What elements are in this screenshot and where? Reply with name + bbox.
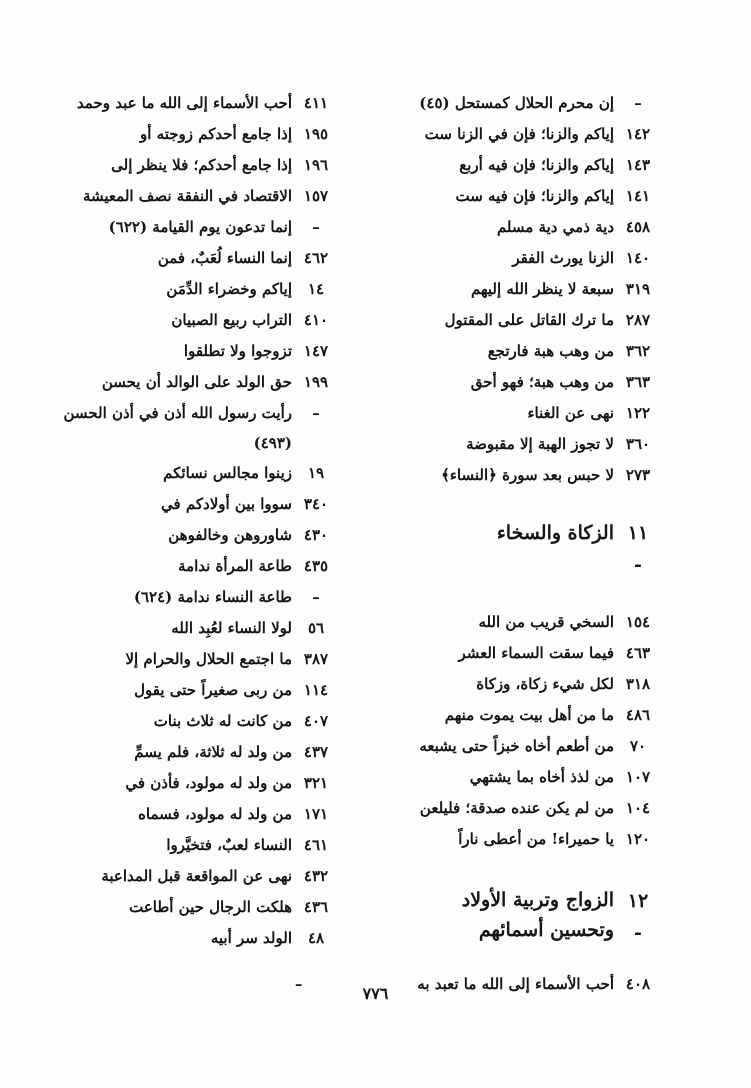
entry-number: ١٩٦ bbox=[303, 156, 329, 174]
index-entry bbox=[373, 274, 655, 305]
index-entry bbox=[373, 460, 655, 491]
entry-text: من أطعم أخاه خبزاً حتى يشبعه bbox=[419, 737, 614, 755]
index-entry bbox=[373, 367, 655, 398]
entry-text: سووا بين أولادكم في bbox=[161, 495, 292, 513]
index-entry bbox=[373, 429, 655, 460]
index-entry bbox=[47, 243, 333, 274]
entry-number: ٤٥٨ bbox=[625, 218, 651, 236]
entry-number: – bbox=[312, 404, 320, 422]
index-entry bbox=[373, 181, 655, 212]
entry-number: ١٩٥ bbox=[303, 125, 329, 143]
entry-text: إياكم والزنا؛ فإن فيه أربع bbox=[459, 156, 614, 174]
entry-text: نهى عن الغناء bbox=[527, 404, 614, 422]
entry-number: ١٤٣ bbox=[625, 156, 651, 174]
entry-number: ١٧١ bbox=[303, 805, 329, 823]
index-entry bbox=[373, 150, 655, 181]
entry-text: الزنا يورث الفقر bbox=[512, 249, 614, 267]
right-column-entries bbox=[373, 88, 655, 491]
entry-text: فيما سقت السماء العشر bbox=[458, 644, 614, 662]
page-number: ٧٧٦ bbox=[362, 984, 389, 1003]
entry-dash: – bbox=[295, 975, 303, 993]
entry-text: إذا جامع أحدكم زوجته أو bbox=[140, 125, 292, 143]
index-entry bbox=[373, 793, 655, 824]
entry-number: ١٢٢ bbox=[625, 404, 651, 422]
entry-text: إياكم والزنا؛ فإن فيه ست bbox=[455, 187, 614, 205]
entry-number: ٣٦٠ bbox=[625, 435, 651, 453]
entry-text: أحب الأسماء إلى الله ما تعبد به bbox=[417, 975, 614, 993]
index-entry bbox=[47, 861, 333, 892]
section-12-title: الزواج وتربية الأولاد وتحسين أسمائهم bbox=[461, 889, 614, 941]
entry-number: ٤١٠ bbox=[303, 311, 329, 329]
left-column bbox=[47, 88, 333, 954]
entry-text: من كانت له ثلاث بنات bbox=[153, 712, 292, 730]
index-entry bbox=[47, 181, 333, 212]
index-entry bbox=[47, 582, 333, 613]
entry-number: ٤٨٦ bbox=[625, 706, 651, 724]
entry-text: من لذذ أخاه بما يشتهي bbox=[469, 768, 614, 786]
entry-text: أحب الأسماء إلى الله ما عبد وحمد bbox=[76, 94, 292, 112]
entry-number: ٣٦٣ bbox=[625, 373, 651, 391]
entry-text: من وهب هبة فارتجع bbox=[487, 342, 614, 360]
entry-number: ٣٨٧ bbox=[303, 650, 329, 668]
entry-number: ١٥٧ bbox=[303, 187, 329, 205]
entry-number: ٣٤٠ bbox=[303, 495, 329, 513]
entry-text: لولا النساء لعُبِد الله bbox=[171, 619, 292, 637]
entry-number: ٤٦٢ bbox=[303, 249, 329, 267]
index-entry bbox=[373, 638, 655, 669]
section-11-number: ١١ - bbox=[627, 522, 649, 576]
entry-text: إنما تدعون يوم القيامة (٦٢٢) bbox=[108, 218, 292, 236]
index-entry bbox=[373, 762, 655, 793]
index-entry bbox=[373, 119, 655, 150]
index-entry bbox=[47, 367, 333, 398]
section-11-title: الزكاة والسخاء bbox=[496, 522, 614, 544]
index-entry bbox=[47, 119, 333, 150]
index-entry bbox=[47, 768, 333, 799]
entry-number: ٤٣٠ bbox=[303, 526, 329, 544]
entry-text: تزوجوا ولا تطلقوا bbox=[183, 342, 292, 360]
entry-text: دية ذمي دية مسلم bbox=[496, 218, 614, 236]
entry-text: حق الولد على الوالد أن يحسن bbox=[101, 373, 292, 391]
entry-text: الاقتصاد في النفقة نصف المعيشة bbox=[82, 187, 292, 205]
index-entry bbox=[373, 669, 655, 700]
index-entry bbox=[47, 551, 333, 582]
index-entry bbox=[47, 212, 333, 243]
entry-number: ٤٠٨ bbox=[625, 975, 651, 993]
entry-number: ٣٢١ bbox=[303, 774, 329, 792]
entry-number: ٤٣٧ bbox=[303, 743, 329, 761]
entry-number: ٤٠٧ bbox=[303, 712, 329, 730]
entry-number: ١٤٧ bbox=[303, 342, 329, 360]
entry-text: نهى عن المواقعة قبل المداعبة bbox=[101, 867, 292, 885]
entry-number: ٤٨ bbox=[307, 929, 325, 947]
index-entry bbox=[373, 243, 655, 274]
entry-number: ١٠٧ bbox=[625, 768, 651, 786]
index-entry bbox=[47, 274, 333, 305]
index-entry bbox=[47, 799, 333, 830]
index-entry bbox=[373, 700, 655, 731]
entry-number: ٤٦٣ bbox=[625, 644, 651, 662]
index-entry bbox=[373, 336, 655, 367]
index-entry bbox=[373, 731, 655, 762]
entry-number: ١١٤ bbox=[303, 681, 329, 699]
index-entry bbox=[47, 830, 333, 861]
entry-text: هلكت الرجال حين أطاعت bbox=[129, 898, 292, 916]
entry-number: ٣١٨ bbox=[625, 675, 651, 693]
index-entry bbox=[47, 489, 333, 520]
entry-text: ما من أهل بيت يموت منهم bbox=[444, 706, 614, 724]
entry-text: من ولد له ثلاثة، فلم يسمِّ bbox=[134, 743, 292, 761]
index-entry bbox=[47, 737, 333, 768]
section-12-heading bbox=[373, 885, 655, 949]
entry-number: ٣١٩ bbox=[625, 280, 651, 298]
entry-number: ٥٦ bbox=[307, 619, 325, 637]
entry-number: ١٥٤ bbox=[625, 613, 651, 631]
entry-number: ٣٦٢ bbox=[625, 342, 651, 360]
entry-number: ١٤٠ bbox=[625, 249, 651, 267]
entry-text: زينوا مجالس نسائكم bbox=[163, 464, 292, 482]
entry-number: ١٩٩ bbox=[303, 373, 329, 391]
entry-text: السخي قريب من الله bbox=[478, 613, 614, 631]
index-entry bbox=[373, 607, 655, 638]
index-entry bbox=[47, 644, 333, 675]
index-entry bbox=[47, 892, 333, 923]
index-entry bbox=[47, 520, 333, 551]
entry-text: لكل شيء زكاة، وزكاة bbox=[476, 675, 614, 693]
entry-text: النساء لعبٌ، فتخيَّروا bbox=[166, 836, 292, 854]
entry-text: إنما النساء لُعَبٌ، فمن bbox=[157, 249, 292, 267]
index-entry bbox=[47, 398, 333, 458]
index-entry bbox=[373, 212, 655, 243]
index-entry bbox=[373, 824, 655, 855]
section-12-number: ١٢ - bbox=[627, 890, 649, 944]
entry-text: إياكم وخضراء الدِّمَن bbox=[166, 280, 292, 298]
entry-text: إياكم والزنا؛ فإن في الزنا ست bbox=[424, 125, 614, 143]
entry-number: ٤٦١ bbox=[303, 836, 329, 854]
entry-number: ١٤٢ bbox=[625, 125, 651, 143]
index-entry bbox=[373, 398, 655, 429]
entry-number: ٢٧٣ bbox=[625, 466, 651, 484]
entry-text: من ولد له مولود، فأذن في bbox=[125, 774, 292, 792]
entry-number: ١٠٤ bbox=[625, 799, 651, 817]
entry-text: من ربى صغيراً حتى يقول bbox=[134, 681, 292, 699]
entry-text: شاوروهن وخالفوهن bbox=[168, 526, 292, 544]
index-entry bbox=[47, 706, 333, 737]
entry-number: ١٢٠ bbox=[625, 830, 651, 848]
index-entry bbox=[373, 88, 655, 119]
entry-number: – bbox=[634, 94, 642, 112]
entry-text: يا حميراء! من أعطى ناراً bbox=[458, 830, 614, 848]
entry-text: طاعة النساء ندامة (٦٢٤) bbox=[133, 588, 292, 606]
entry-number: ٤١١ bbox=[303, 94, 329, 112]
entry-text: إن محرم الحلال كمستحل (٤٥) bbox=[419, 94, 614, 112]
entry-number: ٢٨٧ bbox=[625, 311, 651, 329]
index-entry bbox=[47, 305, 333, 336]
index-entry bbox=[47, 150, 333, 181]
entry-text: من لم يكن عنده صدقة؛ فليلعن bbox=[419, 799, 614, 817]
entry-text: ما ترك القاتل على المقتول bbox=[444, 311, 614, 329]
index-entry bbox=[373, 305, 655, 336]
entry-text: سبعة لا ينظر الله إليهم bbox=[470, 280, 614, 298]
entry-text: من وهب هبة؛ فهو أحق bbox=[470, 373, 614, 391]
section-11-entries bbox=[373, 607, 655, 855]
entry-number: ١٩ bbox=[307, 464, 325, 482]
entry-number: ١٤ bbox=[307, 280, 325, 298]
index-entry bbox=[47, 88, 333, 119]
entry-text: التراب ربيع الصبيان bbox=[171, 311, 292, 329]
index-entry bbox=[47, 458, 333, 489]
entry-text: إذا جامع أحدكم؛ فلا ينظر إلى bbox=[111, 156, 292, 174]
entry-number: ٤٣٦ bbox=[303, 898, 329, 916]
entry-number: – bbox=[312, 218, 320, 236]
entry-text: رأيت رسول الله أذن في أذن الحسن (٤٩٣) bbox=[63, 404, 292, 452]
entry-text: الولد سر أبيه bbox=[210, 929, 292, 947]
entry-number: ١٤١ bbox=[625, 187, 651, 205]
entry-text: ما اجتمع الحلال والحرام إلا bbox=[125, 650, 292, 668]
section-11-heading bbox=[373, 517, 655, 581]
entry-number: ٧٠ bbox=[629, 737, 647, 755]
index-entry bbox=[47, 675, 333, 706]
entry-number: ٤٣٢ bbox=[303, 867, 329, 885]
entry-text: لا تجوز الهبة إلا مقبوضة bbox=[466, 435, 614, 453]
entry-text: طاعة المرأة ندامة bbox=[178, 557, 292, 575]
entry-text: لا حبس بعد سورة ﴿النساء﴾ bbox=[441, 466, 614, 484]
entry-text: من ولد له مولود، فسماه bbox=[138, 805, 292, 823]
index-entry bbox=[47, 336, 333, 367]
index-entry bbox=[47, 923, 333, 954]
left-column-entries bbox=[47, 88, 333, 954]
index-entry bbox=[47, 613, 333, 644]
entry-number: – bbox=[312, 588, 320, 606]
entry-number: ٤٣٥ bbox=[303, 557, 329, 575]
